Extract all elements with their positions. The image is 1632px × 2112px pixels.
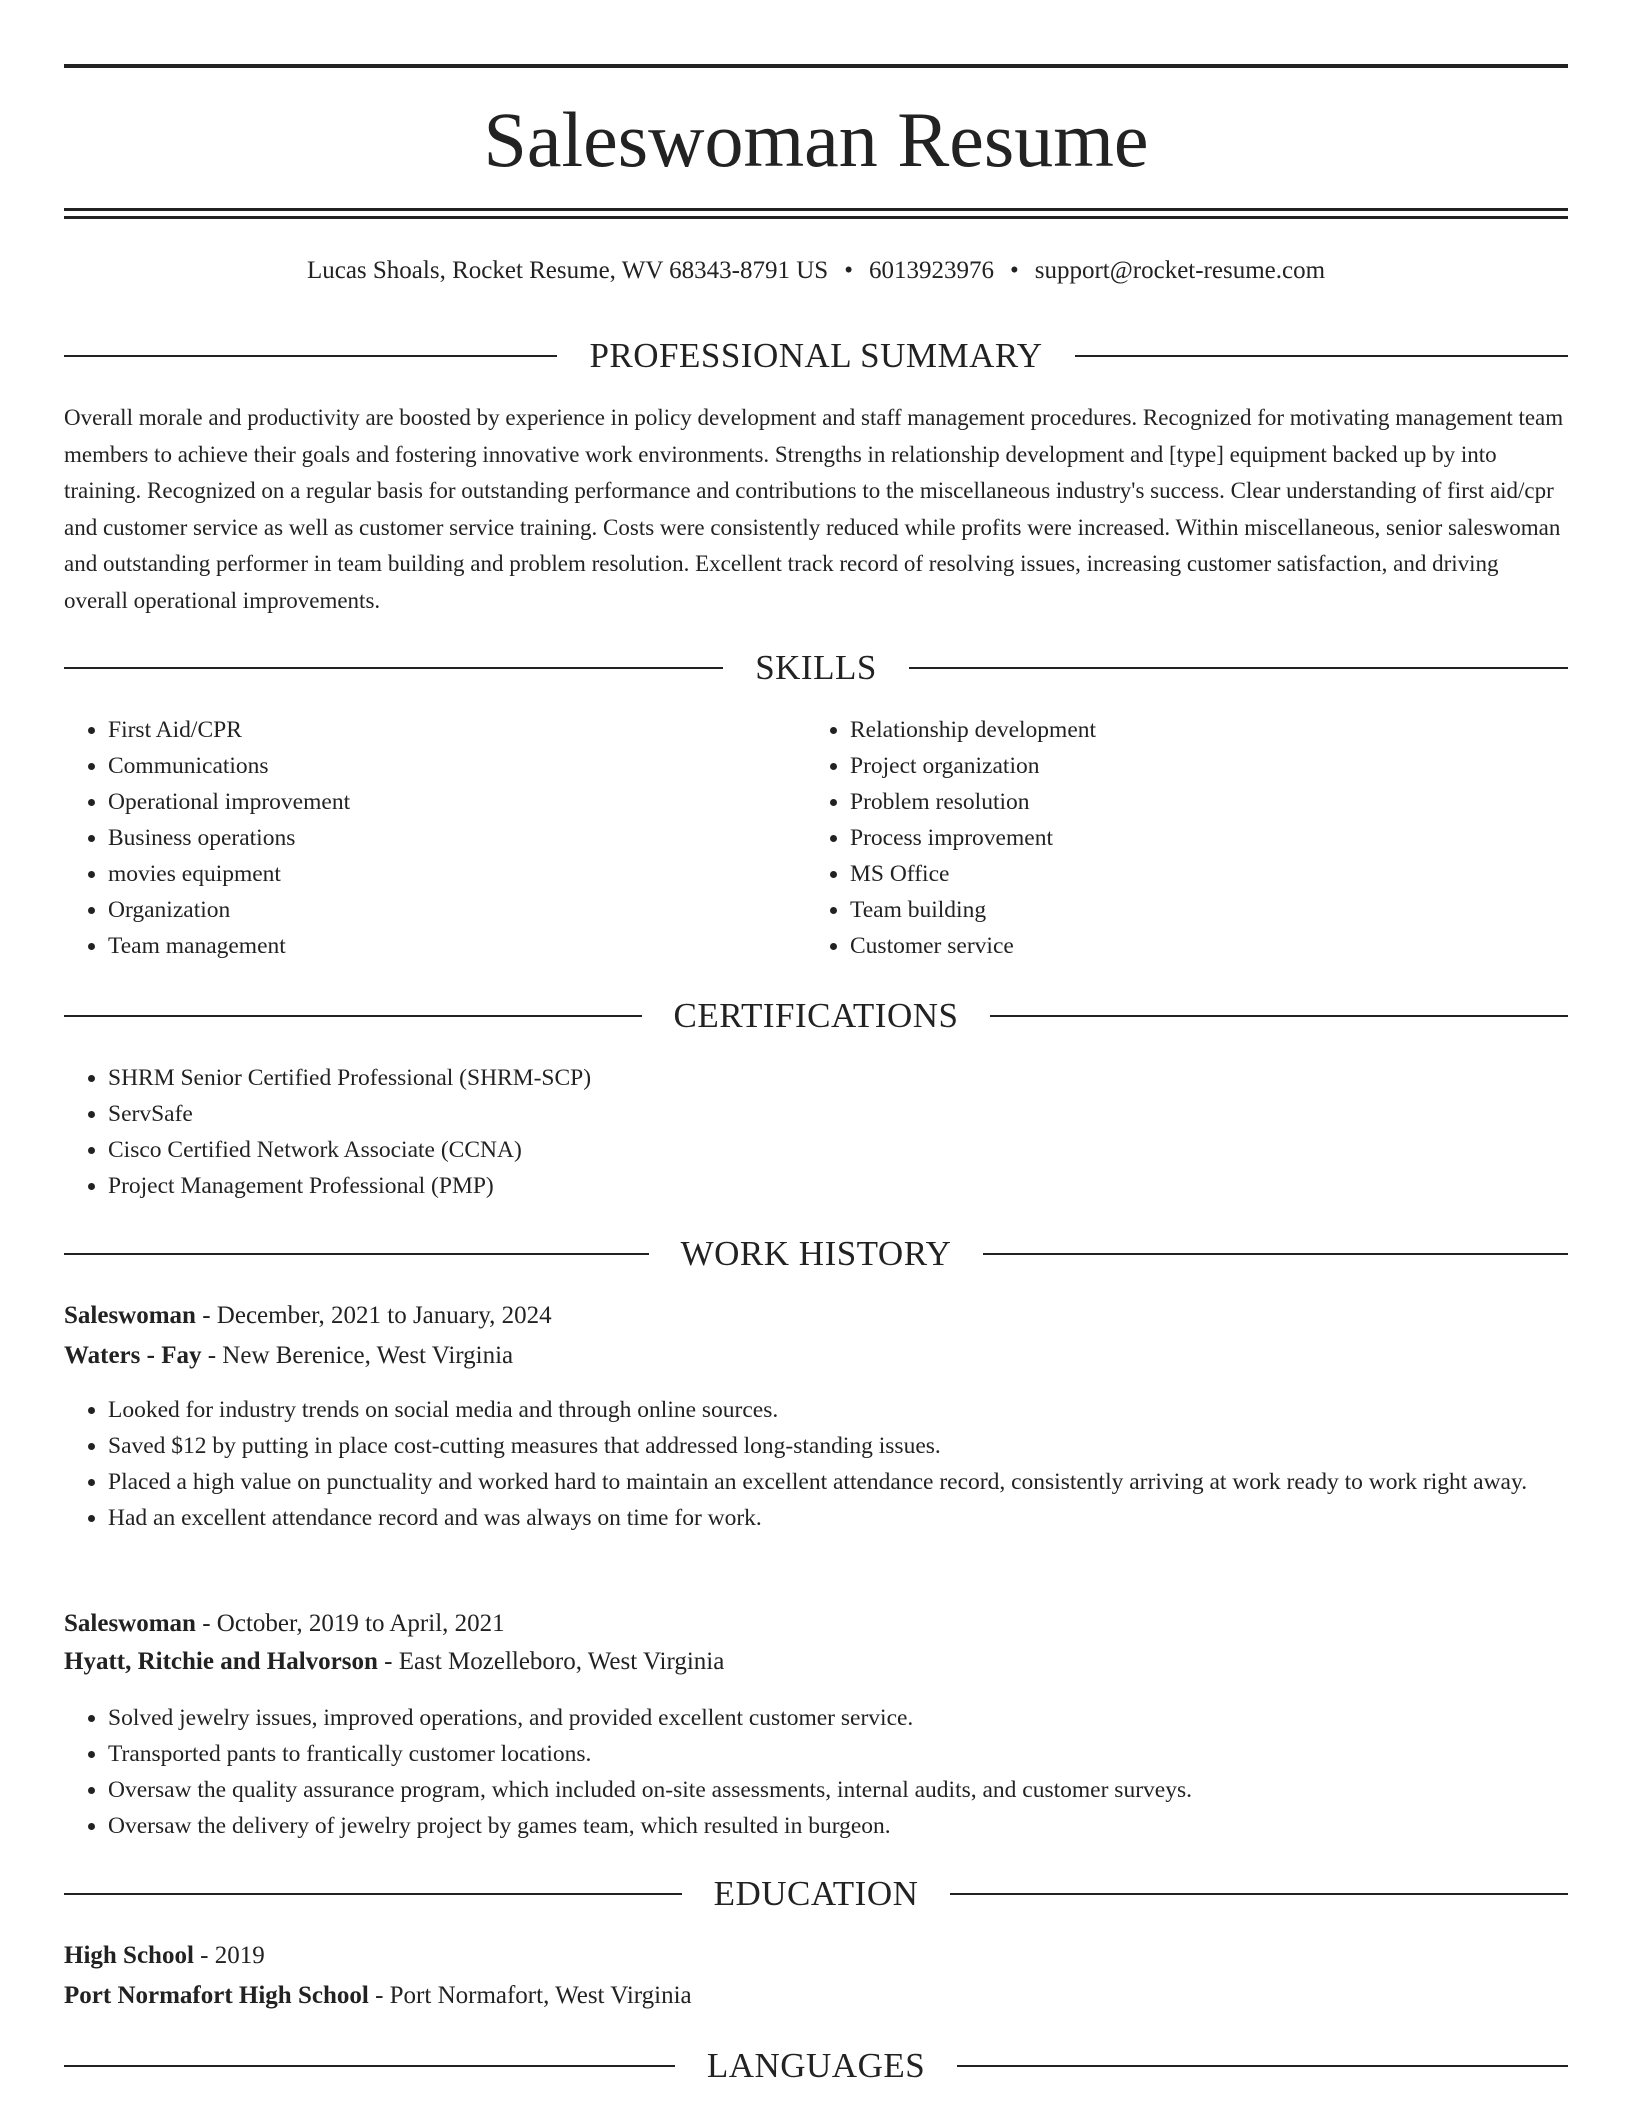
- divider-line: [990, 1015, 1568, 1017]
- section-header-summary: [64, 336, 1568, 376]
- job-title-line: [64, 1300, 1568, 1332]
- job-location: East Mozelleboro, West Virginia: [398, 1648, 725, 1675]
- education-degree: High School: [64, 1942, 194, 1969]
- job-company-line: [64, 1646, 1568, 1678]
- title-double-rule-bottom: [64, 216, 1568, 219]
- skill-item: • Organization: [108, 892, 350, 928]
- contact-line: [64, 256, 1568, 286]
- education-location: Port Normafort, West Virginia: [389, 1982, 692, 2009]
- divider-line: [983, 1253, 1568, 1255]
- dash: -: [375, 1982, 384, 2009]
- section-title: PROFESSIONAL SUMMARY: [589, 336, 1043, 375]
- section-title: EDUCATION: [713, 1874, 919, 1913]
- skill-item: • Process improvement: [850, 820, 1096, 856]
- certification-item: • Project Management Professional (PMP): [108, 1168, 591, 1204]
- contact-separator: •: [1009, 257, 1019, 284]
- skill-item: • Problem resolution: [850, 784, 1096, 820]
- education-school-line: [64, 1980, 1568, 2012]
- dash: -: [200, 1942, 209, 1969]
- job-bullet: • Had an excellent attendance record and was always on time for work.: [108, 1500, 1568, 1536]
- contact-address: Lucas Shoals, Rocket Resume, WV 68343-8791 US: [306, 257, 829, 284]
- dash: -: [202, 1610, 211, 1637]
- section-header-certifications: [64, 996, 1568, 1036]
- divider-line: [64, 1253, 649, 1255]
- job-bullet: • Placed a high value on punctuality and worked hard to maintain an excellent attendance record, consistently arriving at work ready to work right away.: [108, 1464, 1568, 1500]
- skill-item: • Business operations: [108, 820, 350, 856]
- job-title: Saleswoman: [64, 1610, 196, 1637]
- divider-line: [909, 667, 1568, 669]
- skill-item: • First Aid/CPR: [108, 712, 350, 748]
- section-title: LANGUAGES: [706, 2046, 926, 2085]
- skill-item: • Communications: [108, 748, 350, 784]
- divider-line: [64, 2065, 675, 2067]
- job-dates: October, 2019 to April, 2021: [216, 1610, 505, 1637]
- dash: -: [202, 1302, 211, 1329]
- skills-list-left: [64, 712, 350, 964]
- skill-item: • Operational improvement: [108, 784, 350, 820]
- job-title: Saleswoman: [64, 1302, 196, 1329]
- section-title: SKILLS: [755, 648, 877, 687]
- skill-item: • Relationship development: [850, 712, 1096, 748]
- skill-item: • movies equipment: [108, 856, 350, 892]
- skill-item: • MS Office: [850, 856, 1096, 892]
- section-title: CERTIFICATIONS: [673, 996, 959, 1035]
- top-rule: [64, 64, 1568, 68]
- job-bullet: • Oversaw the delivery of jewelry project by games team, which resulted in burgeon.: [108, 1808, 1568, 1844]
- contact-separator: •: [844, 257, 853, 284]
- divider-line: [64, 355, 557, 357]
- certifications-list: [64, 1060, 591, 1204]
- certification-item: • ServSafe: [108, 1096, 591, 1132]
- divider-line: [957, 2065, 1568, 2067]
- divider-line: [64, 1893, 682, 1895]
- section-header-work-history: [64, 1234, 1568, 1274]
- section-header-skills: [64, 648, 1568, 688]
- job-title-line: [64, 1608, 1568, 1640]
- certification-item: • SHRM Senior Certified Professional (SHRM-SCP): [108, 1060, 591, 1096]
- resume-title: Saleswoman Resume: [483, 96, 1149, 183]
- job-bullet: • Oversaw the quality assurance program, which included on-site assessments, internal audits, and customer surveys.: [108, 1772, 1568, 1808]
- summary-paragraph: Overall morale and productivity are boosted by experience in policy development and staff management procedures. Recognized for motivating management team members to achieve their goals and fostering innovative work environments. Strengths in relationship development and [type] equipment backed up by into training. Recognized on a regular basis for outstanding performance and contributions to the miscellaneous industry's success. Clear understanding of first aid/cpr and customer service as well as customer service training. Costs were consistently reduced while profits were increased. Within miscellaneous, senior saleswoman and outstanding performer in team building and problem resolution. Excellent track record of resolving issues, increasing customer satisfaction, and driving overall operational improvements.: [64, 405, 1564, 613]
- contact-phone: 6013923976: [868, 257, 994, 284]
- education-school: Port Normafort High School: [64, 1982, 369, 2009]
- section-title: WORK HISTORY: [680, 1234, 952, 1273]
- job-bullet: • Solved jewelry issues, improved operations, and provided excellent customer service.: [108, 1700, 1568, 1736]
- job-company: Waters - Fay: [64, 1342, 202, 1369]
- job-bullets: [64, 1392, 1568, 1536]
- skill-item: • Team management: [108, 928, 350, 964]
- skill-item: • Project organization: [850, 748, 1096, 784]
- skill-item: • Team building: [850, 892, 1096, 928]
- job-location: New Berenice, West Virginia: [222, 1342, 514, 1369]
- skill-item: • Customer service: [850, 928, 1096, 964]
- job-bullets: [64, 1700, 1568, 1844]
- divider-line: [64, 1015, 642, 1017]
- section-header-languages: [64, 2046, 1568, 2086]
- job-bullet: • Looked for industry trends on social media and through online sources.: [108, 1392, 1568, 1428]
- divider-line: [1075, 355, 1568, 357]
- dash: -: [384, 1648, 393, 1675]
- job-company: Hyatt, Ritchie and Halvorson: [64, 1648, 378, 1675]
- job-bullet: • Saved $12 by putting in place cost-cutting measures that addressed long-standing issues.: [108, 1428, 1568, 1464]
- divider-line: [64, 667, 723, 669]
- title-double-rule-top: [64, 208, 1568, 211]
- education-degree-line: [64, 1940, 1568, 1972]
- job-dates: December, 2021 to January, 2024: [216, 1302, 552, 1329]
- section-header-education: [64, 1874, 1568, 1914]
- skills-list-right: [806, 712, 1096, 964]
- certification-item: • Cisco Certified Network Associate (CCNA): [108, 1132, 591, 1168]
- job-company-line: [64, 1340, 1568, 1372]
- contact-email: support@rocket-resume.com: [1034, 257, 1326, 284]
- education-year: 2019: [214, 1942, 265, 1969]
- job-bullet: • Transported pants to frantically customer locations.: [108, 1736, 1568, 1772]
- divider-line: [950, 1893, 1568, 1895]
- dash: -: [207, 1342, 217, 1369]
